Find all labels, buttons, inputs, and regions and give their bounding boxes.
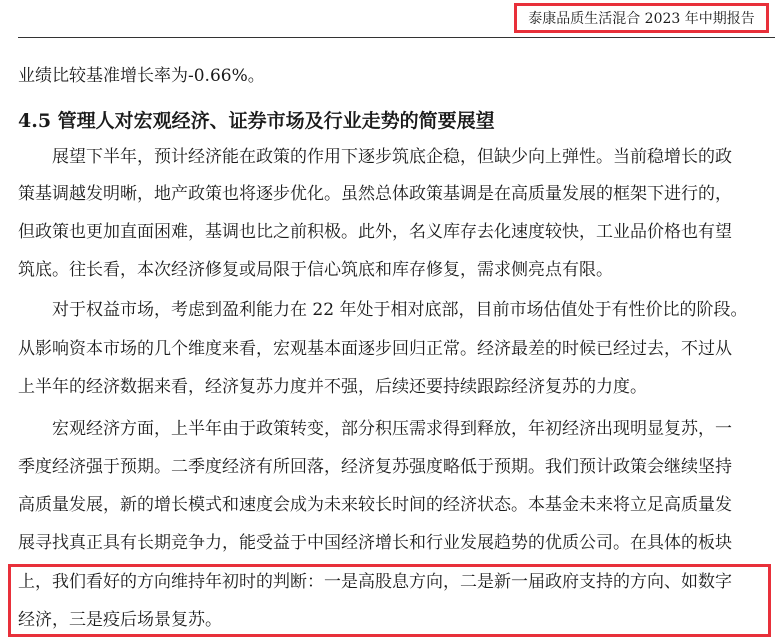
paragraph-2-line-3: 上半年的经济数据来看，经济复苏力度并不强，后续还要持续跟踪经济复苏的力度。 xyxy=(18,377,647,397)
section-heading: 4.5 管理人对宏观经济、证券市场及行业走势的简要展望 xyxy=(18,110,495,132)
paragraph-1-line-1: 展望下半年，预计经济能在政策的作用下逐步筑底企稳，但缺少向上弹性。当前稳增长的政 xyxy=(52,147,732,167)
intro-line: 业绩比较基准增长率为-0.66%。 xyxy=(18,66,265,86)
paragraph-3-line-6: 经济，三是疫后场景复苏。 xyxy=(18,610,222,630)
paragraph-3-line-1: 宏观经济方面，上半年由于政策转变，部分积压需求得到释放，年初经济出现明显复苏，一 xyxy=(52,419,732,439)
paragraph-3-line-3: 高质量发展，新的增长模式和速度会成为未来较长时间的经济状态。本基金未来将立足高质量发 xyxy=(18,495,732,515)
paragraph-1-line-2: 策基调越发明晰，地产政策也将逐步优化。虽然总体政策基调是在高质量发展的框架下进行的， xyxy=(18,184,732,204)
paragraph-3-line-4: 展寻找真正具有长期竞争力，能受益于中国经济增长和行业发展趋势的优质公司。在具体的板块 xyxy=(18,533,732,553)
paragraph-2-line-2: 从影响资本市场的几个维度来看，宏观基本面逐步回归正常。经济最差的时候已经过去，不过从 xyxy=(18,339,732,359)
paragraph-1-line-4: 筑底。往长看，本次经济修复或局限于信心筑底和库存修复，需求侧亮点有限。 xyxy=(18,260,613,280)
paragraph-3-line-2: 季度经济强于预期。二季度经济有所回落，经济复苏强度略低于预期。我们预计政策会继续坚持 xyxy=(18,457,732,477)
report-header-title xyxy=(514,3,769,33)
header-divider xyxy=(18,37,775,38)
paragraph-1-line-3: 但政策也更加直面困难，基调也比之前积极。此外，名义库存去化速度较快，工业品价格也有望 xyxy=(18,222,732,242)
paragraph-2-line-1: 对于权益市场，考虑到盈利能力在 22 年处于相对底部，目前市场估值处于有性价比的阶段。 xyxy=(52,300,748,320)
highlight-annotation-box xyxy=(8,564,771,637)
report-title-text: 泰康品质生活混合 2023 年中期报告 xyxy=(528,11,755,27)
paragraph-3-line-5: 上，我们看好的方向维持年初时的判断：一是高股息方向，二是新一届政府支持的方向、如数字 xyxy=(18,572,732,592)
